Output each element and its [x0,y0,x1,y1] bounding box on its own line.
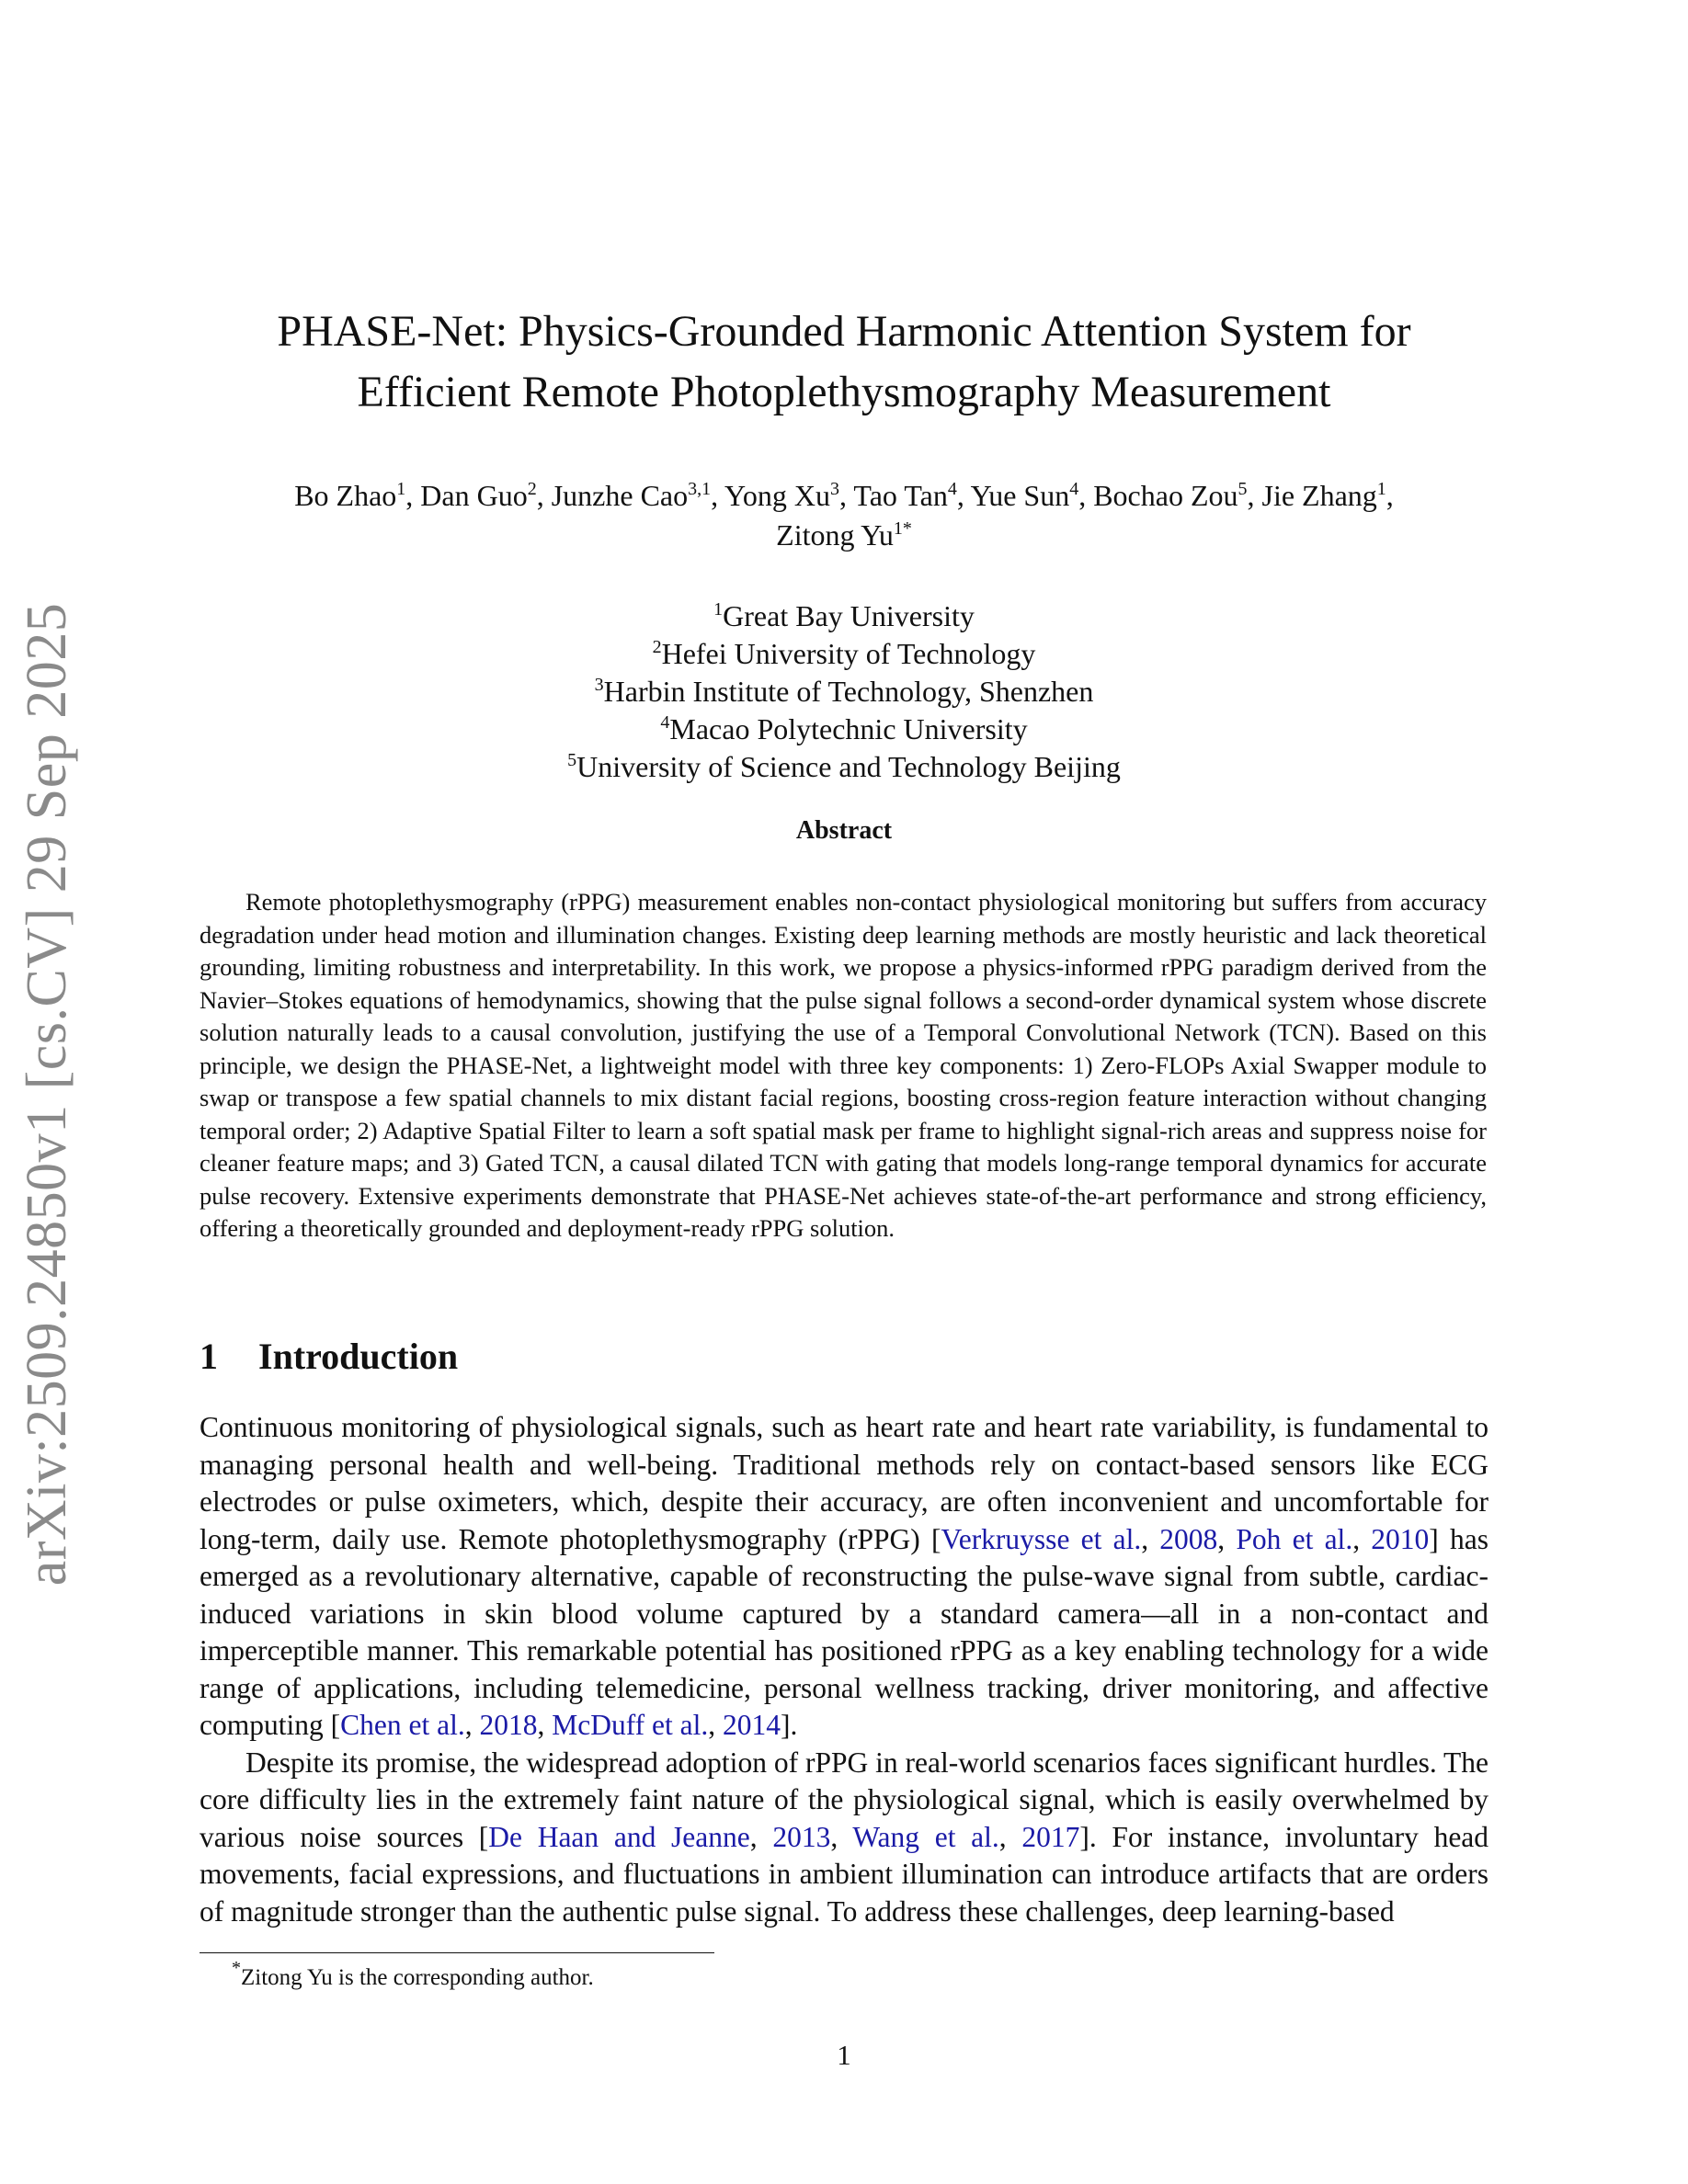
affiliation: $^2$Hefei University of Technology [652,637,1036,670]
title-line-1: PHASE-Net: Physics-Grounded Harmonic Attention System for [277,307,1411,356]
section-heading-introduction [200,1335,458,1378]
citation-link[interactable]: Wang et al. [852,1820,999,1853]
author: Yue Sun$^4$, [970,479,1094,512]
affiliation: $^5$University of Science and Technology Beijing [567,750,1121,783]
arxiv-stamp [2,602,94,1586]
citation-link[interactable]: Poh et al. [1236,1522,1353,1555]
paragraph: Continuous monitoring of physiological signals, such as heart rate and heart rate variability, is fundamental to managing personal health and well-being. Traditional methods rely on contact-based sensors like ECG electrodes or pulse oximeters, which, despite their accuracy, are often inconvenient and uncomfortable for long-term, daily use. Remote photoplethysmography (rPPG) [Verkruysse et al., 2008, Poh et al., 2010] has emerged as a revolutionary alternative, capable of reconstructing the pulse-wave signal from subtle, cardiac-induced variations in skin blood volume captured by a standard camera—all in a non-contact and imperceptible manner. This remarkable potential has positioned rPPG as a key enabling technology for a wide range of applications, including telemedicine, personal wellness tracking, driver monitoring, and affective computing [Chen et al., 2018, McDuff et al., 2014]. [200,1411,1488,1741]
citation-link[interactable]: 2013 [772,1820,831,1853]
section-number: 1 [200,1336,218,1377]
author: Jie Zhang$^1$, [1261,479,1394,512]
author: Zitong $Yu^{1*}$ [776,518,912,552]
citation-link[interactable]: 2010 [1371,1522,1430,1555]
author: Bochao Zou$^5$, [1093,479,1262,512]
introduction-body [200,1409,1488,1930]
citation-link[interactable]: Verkruysse et al. [941,1522,1142,1555]
title-line-2: Efficient Remote Photoplethysmography Measurement [357,368,1331,416]
citation-link[interactable]: Chen et al. [340,1709,465,1741]
citation-link[interactable]: De Haan and Jeanne [488,1820,750,1853]
abstract-heading: Abstract [795,816,893,845]
affiliation: $^3$Harbin Institute of Technology, Shenzhen [594,675,1094,708]
paragraph: Despite its promise, the widespread adoption of rPPG in real-world scenarios faces significant hurdles. The core difficulty lies in the extremely faint nature of the physiological signal, which is easily overwhelmed by various noise sources [De Haan and Jeanne, 2013, Wang et al., 2017]. For instance, involuntary head movements, facial expressions, and fluctuations in ambient illumination can introduce artifacts that are orders of magnitude stronger than the authentic pulse signal. To address these challenges, deep learning-based [200,1746,1489,1928]
footnote-divider [200,1952,714,1953]
author: Junzhe Cao$^{3,1}$, [551,479,724,512]
author: Dan Guo$^2$, [420,479,552,512]
arxiv-stamp-text: arXiv:2509.24850v1 [cs.CV] 29 Sep 2025 [16,602,79,1586]
affiliation: $^1$Great Bay University [713,599,975,632]
paper-title [200,301,1488,423]
citation-link[interactable]: 2018 [479,1709,538,1741]
affiliation: $^4$Macao Polytechnic University [660,712,1028,745]
author: Yong Xu$^3$, [724,479,854,512]
footnote: *Zitong Yu is the corresponding author. [232,1958,594,1990]
abstract-text: Remote photoplethysmography (rPPG) measurement enables non-contact physiological monitoring but suffers from accuracy degradation under head motion and illumination changes. Existing deep learning methods are mostly heuristic and lack theoretical grounding, limiting robustness and interpretability. In this work, we propose a physics-informed rPPG paradigm derived from the Navier–Stokes equations of hemodynamics, showing that the pulse signal follows a second-order dynamical system whose discrete solution naturally leads to a causal convolution, justifying the use of a Temporal Convolutional Network (TCN). Based on this principle, we design the PHASE-Net, a lightweight model with three key components: 1) Zero-FLOPs Axial Swapper module to swap or transpose a few spatial channels to mix distant facial regions, boosting cross-region feature interaction without changing temporal order; 2) Adaptive Spatial Filter to learn a soft spatial mask per frame to highlight signal-rich areas and suppress noise for cleaner feature maps; and 3) Gated TCN, a causal dilated TCN with gating that models long-range temporal dynamics for accurate pulse recovery. Extensive experiments demonstrate that PHASE-Net achieves state-of-the-art performance and strong efficiency, offering a theoretically grounded and deployment-ready rPPG solution. [200,888,1487,1242]
citation-link[interactable]: 2008 [1159,1522,1218,1555]
author: Bo Zhao$^1$, [294,479,421,512]
citation-link[interactable]: McDuff et al. [552,1709,709,1741]
citation-link[interactable]: 2017 [1021,1820,1080,1853]
affiliation-list [200,597,1488,786]
section-title: Introduction [258,1336,459,1377]
author-list [200,476,1488,555]
citation-link[interactable]: 2014 [722,1709,781,1741]
page-number: 1 [837,2039,851,2071]
author: Tao Tan$^4$, [853,479,971,512]
